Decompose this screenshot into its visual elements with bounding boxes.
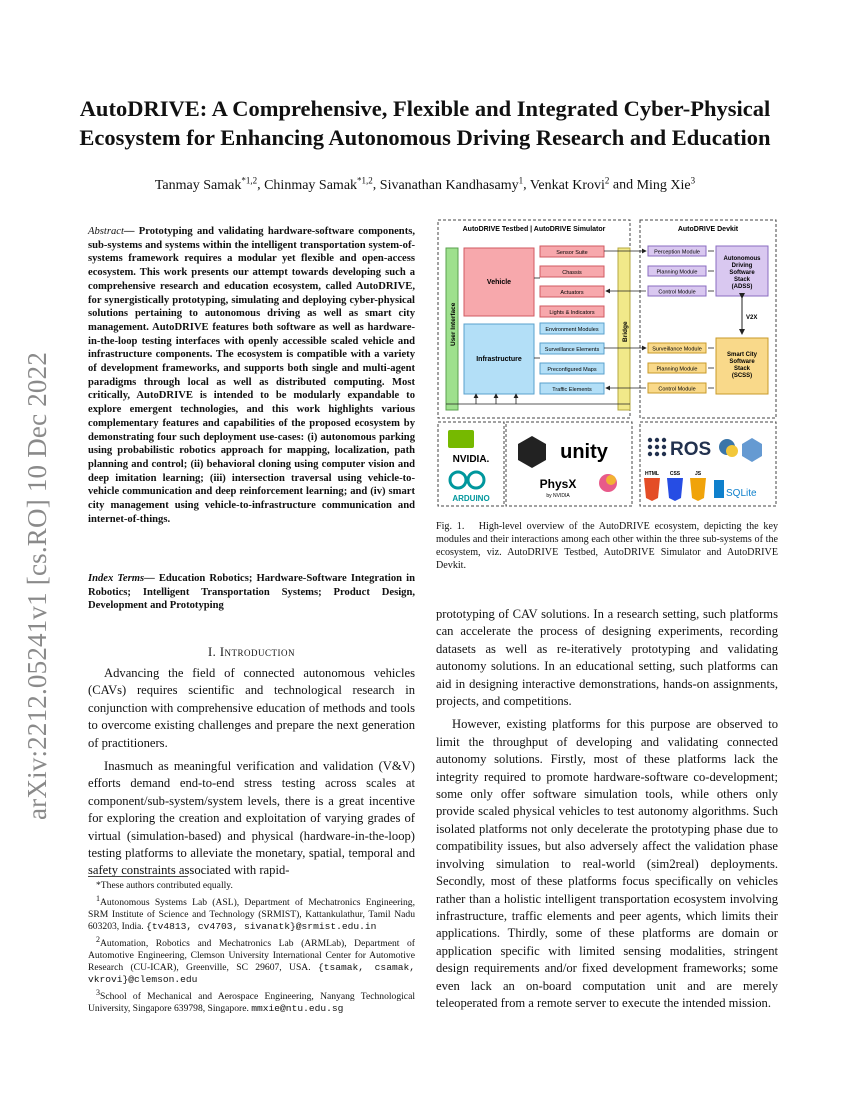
footnote-3: $^3$School of Mechanical and Aerospace Engineering, Nanyang Technological University, Singapore 639798, Singapore. mmxie@ntu.edu.sg — [88, 987, 415, 1014]
author-list: Tanmay Samak$^{*1,2}$, Chinmay Samak$^{*1,2}$, Sivanathan Kandhasamy$^1$, Venkat Krovi$^2$ and Ming Xie$^3$ — [154, 175, 696, 193]
cpp-icon — [742, 438, 762, 462]
html5-icon — [644, 478, 660, 501]
caption-label: Fig. 1. — [436, 521, 465, 532]
bridge-label: Bridge — [622, 321, 629, 342]
section-number: I. — [207, 645, 217, 659]
module-chassis: Chassis — [562, 270, 582, 276]
abstract-text: — Prototyping and validating hardware-software components, sub-systems and systems within the intelligent transportation system-of-systems framework requires a modular yet flexible and open-access ecosystem. This work presents our attempt towards developing such a comprehensive research and education ecosystem, called AutoDRIVE, for synergistically prototyping, simulating and deploying cyber-physical solutions pertaining to autonomous driving as well as smart city management. AutoDRIVE features both software as well as hardware-in-the-loop testing interfaces with openly accessible scaled vehicle and infrastructure components. The ecosystem is compatible with a variety of development frameworks, and supports both single and multi-agent paradigms through local as well as distributed computing. Most critically, AutoDRIVE is intended to be modularly expandable to explore emergent technologies, and this work highlights various complementary features and capabilities of the proposed ecosystem by demonstrating four such deployment use-cases: (i) autonomous parking using probabilistic robotics approach for mapping, localization, path planning and control; (ii) behavioral cloning using computer vision and deep imitation learning; (iii) intersection traversal using vehicle-to-vehicle communication and deep reinforcement learning; and (iv) smart city management using vehicle-to-infrastructure communication and internet-of-things. — [88, 226, 415, 525]
intro-paragraph-2: Inasmuch as meaningful verification and validation (V&V) efforts demand end-to-end stress testing across scales at component/sub-system/system levels, there is a great incentive for exploring the creation and exploitation of varying grades of virtual (simulation-based) and physical (hardware-in-the-loop) testing platforms to alleviate the monetary, spatial, temporal and safety constraints associated with rapid- — [88, 759, 415, 878]
unity-icon — [518, 436, 546, 468]
footnote-equal: *These authors contributed equally. — [96, 880, 233, 891]
physx-sub: by NVIDIA — [546, 493, 570, 499]
ros-icon — [648, 438, 666, 456]
sqlite-icon — [714, 480, 724, 498]
module-sensor-suite: Sensor Suite — [556, 250, 588, 256]
author-1: Tanmay Samak$^{*1,2}$ — [154, 175, 258, 193]
js-label: JS — [694, 471, 702, 477]
css3-icon — [667, 478, 683, 501]
arduino-icon — [450, 472, 466, 488]
right-paragraph-2: However, existing platforms for this purpose are observed to limit the throughput of developing and validating connected autonomy solutions. Firstly, most of these platforms lack the integrity required to promote hardware-software co-development; some only offer software simulation tools, while others only provide scaled physical vehicles to test autonomy algorithms. Such isolated platforms not only decelerate the prototyping phase due to compatibility issues, but also adversely affect the validation phase involving simulation to real-world (sim2real) deployments. Secondly, most of these platforms focus specifically on vehicles rather than a holistic intelligent transportation ecosystem involving infrastructure, traffic elements and peer agents, which limits their applications. Thirdly, some of these platforms are domain or application specific with limited sensing modalities, stringent design requirements and/or fixed development frameworks; some even lack an on-board computation unit and are merely teleoperated from a remote server to execute the intended mission. — [436, 717, 778, 1010]
module-adss-planning: Planning Module — [656, 269, 698, 276]
adss-label: Autonomous Driving Software Stack (ADSS) — [723, 256, 761, 290]
sqlite-label: SQLite — [726, 488, 757, 499]
footnote-2: $^2$Automation, Robotics and Mechatronics Lab (ARMLab), Department of Automotive Engineering, Clemson University International Center for Automotive Research (CU-ICAR), Greenville, SC 29607, USA. {tsamak, csamak, vkrovi}@clemson.edu — [88, 934, 415, 985]
footnote-1: $^1$Autonomous Systems Lab (ASL), Department of Mechatronics Engineering, SRM Institute of Science and Technology (SRMIST), Kattankulathur, Tamil Nadu 603203, India. {tv4813, cv4703, sivanatk}@srmist.edu.in — [88, 893, 415, 932]
caption-text: High-level overview of the AutoDRIVE ecosystem, depicting the key modules and their interactions among each other within the three sub-systems of the ecosystem, viz. AutoDRIVE Testbed, AutoDRIVE Simulator and AutoDRIVE Devkit. — [436, 521, 778, 571]
scss-label: Smart City Software Stack (SCSS) — [726, 352, 758, 379]
author-4: Venkat Krovi$^2$ — [529, 175, 610, 193]
author-3: Sivanathan Kandhasamy$^1$ — [379, 175, 524, 193]
section-title: Introduction — [219, 645, 296, 659]
module-preconfigured-maps: Preconfigured Maps — [547, 367, 597, 373]
nvidia-icon — [448, 430, 474, 448]
right-paragraph-1: prototyping of CAV solutions. In a research setting, such platforms can accelerate the process of designing experiments, recording datasets as well as re-iteratively prototyping and validating autonomy solutions. In an educational setting, such platforms can aid in designing interactive demonstrations, hands-on assignments, projects, and competitions. — [436, 607, 778, 709]
css-label: CSS — [669, 471, 681, 477]
intro-left-column — [88, 665, 415, 886]
author-2: Chinmay Samak$^{*1,2}$ — [264, 175, 373, 193]
module-lights: Lights & Indicators — [549, 310, 595, 316]
ecosystem-diagram — [436, 218, 778, 510]
html-label: HTML — [645, 471, 659, 477]
module-scss-planning: Planning Module — [656, 366, 698, 373]
testbed-header: AutoDRIVE Testbed | AutoDRIVE Simulator — [462, 226, 606, 233]
infrastructure-label: Infrastructure — [476, 356, 522, 363]
intro-right-column — [436, 606, 778, 1018]
index-terms-label: Index Terms — [88, 573, 145, 584]
user-interface-label: User Interface — [450, 302, 457, 346]
module-actuators: Actuators — [560, 290, 584, 296]
js-icon — [690, 478, 706, 501]
module-scss-control: Control Module — [658, 386, 696, 393]
v2x-label: V2X — [746, 315, 758, 321]
intro-paragraph-1: Advancing the field of connected autonomous vehicles (CAVs) requires scientific and technological research in conjunction with comprehensive education of methods and tools to overcome existing challenges and prepare the next generation of practitioners. — [88, 666, 415, 750]
module-surveillance-elements: Surveillance Elements — [544, 347, 600, 353]
unity-label: unity — [560, 441, 608, 463]
vehicle-label: Vehicle — [486, 279, 512, 286]
figure-caption — [436, 520, 778, 572]
arxiv-stamp-text: arXiv:2212.05241v1 [cs.RO] 10 Dec 2022 — [22, 351, 52, 820]
devkit-header: AutoDRIVE Devkit — [677, 226, 739, 233]
module-environment: Environment Modules — [545, 327, 599, 333]
arduino-label: ARDUINO — [452, 494, 490, 503]
footnote-rule — [88, 876, 188, 877]
figure-1 — [436, 218, 778, 510]
footnotes — [88, 880, 415, 1016]
module-adss-control: Control Module — [658, 289, 696, 296]
title-line-2: Ecosystem for Enhancing Autonomous Driving Research and Education — [79, 125, 771, 150]
module-perception: Perception Module — [654, 249, 700, 256]
arxiv-stamp — [22, 280, 62, 820]
ros-label: ROS — [670, 439, 712, 460]
paper-title — [60, 94, 790, 152]
abstract-label: Abstract — [88, 226, 124, 237]
nvidia-label: NVIDIA. — [452, 454, 490, 465]
physx-label: PhysX — [539, 477, 577, 491]
index-terms-text: — Education Robotics; Hardware-Software Integration in Robotics; Intelligent Transportation Systems; Product Design, Development and Prototyping — [88, 573, 415, 612]
module-traffic-elements: Traffic Elements — [552, 387, 592, 393]
author-5: Ming Xie$^3$ — [636, 175, 696, 193]
module-surveillance: Surveillance Module — [652, 346, 702, 353]
index-terms — [88, 572, 415, 613]
abstract — [88, 225, 415, 526]
title-line-1: AutoDRIVE: A Comprehensive, Flexible and Integrated Cyber-Physical — [79, 96, 771, 121]
section-heading — [88, 645, 415, 660]
